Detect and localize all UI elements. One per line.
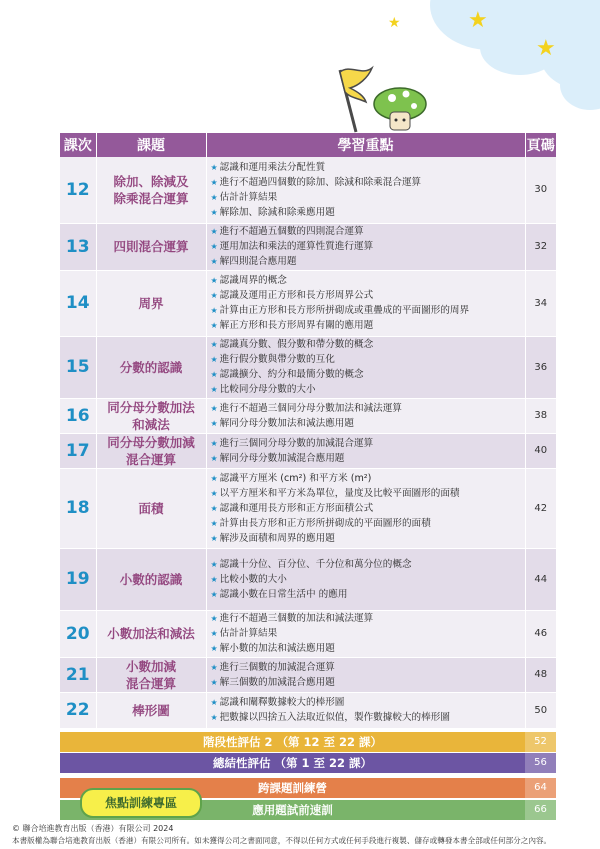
learning-point xyxy=(211,611,525,626)
lesson-title-line: 分數的認識 xyxy=(119,359,183,375)
lesson-title-line: 棒形圖 xyxy=(132,702,170,718)
learning-point xyxy=(211,587,525,602)
star-bullet-icon: ★ xyxy=(210,614,218,623)
lesson-title xyxy=(96,270,206,336)
page-number: 44 xyxy=(525,548,556,610)
star-bullet-icon: ★ xyxy=(210,192,218,202)
learning-points xyxy=(206,223,525,270)
table-row xyxy=(60,692,556,728)
learning-point xyxy=(211,367,525,382)
learning-point-text: 解小數的加法和減法應用題 xyxy=(219,643,335,654)
lesson-number: 22 xyxy=(60,692,96,728)
star-bullet-icon: ★ xyxy=(210,488,218,498)
section-page: 52 xyxy=(525,732,556,752)
lesson-title-line: 和減法 xyxy=(132,416,170,432)
table-header xyxy=(60,133,556,157)
learning-point xyxy=(211,486,525,501)
learning-point-text: 計算由長方形和正方形所拼砌成的平面圖形的面積 xyxy=(219,517,431,529)
star-bullet-icon: ★ xyxy=(210,713,218,722)
learning-point xyxy=(211,288,525,303)
section-bar xyxy=(60,753,556,774)
learning-point-text: 把數據以四捨五入法取近似值，製作數據較大的棒形圖 xyxy=(219,712,450,723)
star-bullet-icon: ★ xyxy=(210,518,218,528)
learning-points xyxy=(206,468,525,548)
page-number: 38 xyxy=(525,398,556,433)
learning-point xyxy=(211,224,525,239)
lesson-number: 21 xyxy=(60,657,96,692)
page-number: 34 xyxy=(525,270,556,336)
learning-point xyxy=(211,531,525,546)
star-bullet-icon: ★ xyxy=(210,340,218,349)
learning-point xyxy=(211,416,525,431)
star-bullet-icon: ★ xyxy=(210,629,218,638)
section-page: 66 xyxy=(525,800,556,820)
learning-point xyxy=(211,337,525,352)
lesson-title xyxy=(96,692,206,728)
learning-point-text: 認識周界的概念 xyxy=(219,275,287,286)
lesson-title-line: 同分母分數加減 xyxy=(107,434,195,450)
learning-point xyxy=(211,572,525,587)
learning-point-text: 解涉及面積和周界的應用題 xyxy=(219,532,335,544)
header-focus: 學習重點 xyxy=(206,133,525,157)
star-bullet-icon: ★ xyxy=(210,306,218,315)
star-bullet-icon: ★ xyxy=(210,257,218,266)
lesson-number: 17 xyxy=(60,433,96,468)
learning-point xyxy=(211,626,525,641)
table-row xyxy=(60,610,556,657)
contents-table xyxy=(60,133,556,729)
learning-points xyxy=(206,692,525,728)
learning-point xyxy=(211,451,525,466)
learning-point-text: 認識擴分、約分和最簡分數的概念 xyxy=(219,369,364,380)
star-bullet-icon: ★ xyxy=(210,370,218,379)
learning-point xyxy=(211,254,525,269)
learning-point-text: 認識平方厘米 (cm²) 和平方米 (m²) xyxy=(219,472,372,484)
learning-point-text: 運用加法和乘法的運算性質進行運算 xyxy=(219,241,374,252)
lesson-number: 12 xyxy=(60,157,96,223)
lesson-title xyxy=(96,610,206,657)
lesson-title xyxy=(96,336,206,398)
lesson-number: 13 xyxy=(60,223,96,270)
star-bullet-icon: ★ xyxy=(210,177,218,187)
table-row xyxy=(60,657,556,692)
learning-point-text: 認識小數在日常生活中 的應用 xyxy=(219,588,348,600)
learning-points xyxy=(206,657,525,692)
section-label: 應用題試前速訓 xyxy=(252,803,333,817)
learning-point xyxy=(211,318,525,333)
star-bullet-icon: ★ xyxy=(210,162,218,172)
star-bullet-icon: ★ xyxy=(210,644,218,653)
star-icon: ★ xyxy=(388,15,401,31)
learning-point-text: 進行三個數的加減混合運算 xyxy=(219,661,335,673)
page-number: 36 xyxy=(525,336,556,398)
section-bar xyxy=(60,732,556,753)
learning-point-text: 進行不超過三個同分母分數加法和減法運算 xyxy=(219,402,402,414)
learning-point-text: 解四則混合應用題 xyxy=(219,256,297,267)
learning-point-text: 比較同分母分數的大小 xyxy=(219,384,316,395)
table-row xyxy=(60,336,556,398)
learning-point xyxy=(211,190,525,205)
star-bullet-icon: ★ xyxy=(210,403,218,413)
learning-point xyxy=(211,660,525,675)
learning-points xyxy=(206,433,525,468)
header-lesson: 課次 xyxy=(60,133,96,157)
star-bullet-icon: ★ xyxy=(210,589,218,599)
lesson-number: 20 xyxy=(60,610,96,657)
learning-points xyxy=(206,610,525,657)
star-bullet-icon: ★ xyxy=(210,227,218,236)
learning-point-text: 進行不超過五個數的四則混合運算 xyxy=(219,226,364,237)
star-bullet-icon: ★ xyxy=(210,355,218,364)
lesson-title-line: 同分母分數加法 xyxy=(107,399,195,415)
star-bullet-icon: ★ xyxy=(210,385,218,394)
learning-point-text: 認識和闡釋數據較大的棒形圖 xyxy=(219,697,345,708)
learning-point-text: 估計計算結果 xyxy=(219,628,278,639)
star-bullet-icon: ★ xyxy=(210,533,218,543)
page-number: 40 xyxy=(525,433,556,468)
learning-point-text: 解除加、除減和除乘應用題 xyxy=(219,206,335,218)
lesson-number: 15 xyxy=(60,336,96,398)
learning-point xyxy=(211,501,525,516)
learning-point xyxy=(211,273,525,288)
learning-point xyxy=(211,436,525,451)
section-label: 總結性評估 （第 1 至 22 課） xyxy=(212,756,373,770)
lesson-title-line: 混合運算 xyxy=(125,675,176,691)
lesson-title-line: 面積 xyxy=(138,500,164,516)
learning-points xyxy=(206,336,525,398)
learning-point-text: 認識和運用乘法分配性質 xyxy=(219,161,326,173)
lesson-title-line: 除乘混合運算 xyxy=(113,190,189,206)
learning-point-text: 解三個數的加減混合應用題 xyxy=(219,676,335,688)
star-bullet-icon: ★ xyxy=(210,473,218,483)
page-number: 46 xyxy=(525,610,556,657)
lesson-title xyxy=(96,398,206,433)
learning-point xyxy=(211,382,525,397)
table-row xyxy=(60,468,556,548)
section-label: 階段性評估 2 （第 12 至 22 課） xyxy=(202,735,383,749)
lesson-title xyxy=(96,223,206,270)
learning-point-text: 進行三個同分母分數的加減混合運算 xyxy=(219,437,374,449)
page-number: 30 xyxy=(525,157,556,223)
lesson-number: 18 xyxy=(60,468,96,548)
learning-point xyxy=(211,160,525,175)
star-icon: ★ xyxy=(536,36,556,61)
star-bullet-icon: ★ xyxy=(210,321,218,330)
learning-point xyxy=(211,239,525,254)
learning-points xyxy=(206,398,525,433)
star-bullet-icon: ★ xyxy=(210,438,218,448)
lesson-title xyxy=(96,657,206,692)
learning-point xyxy=(211,710,525,725)
lesson-title-line: 周界 xyxy=(138,295,164,311)
learning-point xyxy=(211,205,525,220)
learning-point-text: 解正方形和長方形周界有關的應用題 xyxy=(219,320,374,331)
star-bullet-icon: ★ xyxy=(210,207,218,217)
table-row xyxy=(60,270,556,336)
lesson-number: 16 xyxy=(60,398,96,433)
lesson-title-line: 四則混合運算 xyxy=(113,239,189,254)
learning-point-text: 比較小數的大小 xyxy=(219,573,287,585)
learning-point xyxy=(211,471,525,486)
learning-point xyxy=(211,303,525,318)
learning-points xyxy=(206,270,525,336)
lesson-title xyxy=(96,548,206,610)
lesson-title-line: 除加、除減及 xyxy=(113,173,189,189)
learning-point xyxy=(211,516,525,531)
star-bullet-icon: ★ xyxy=(210,503,218,513)
page-number: 32 xyxy=(525,223,556,270)
learning-point-text: 進行不超過四個數的除加、除減和除乘混合運算 xyxy=(219,176,422,188)
lesson-title xyxy=(96,157,206,223)
star-bullet-icon: ★ xyxy=(210,662,218,672)
learning-point xyxy=(211,641,525,656)
star-bullet-icon: ★ xyxy=(210,677,218,687)
table-row xyxy=(60,548,556,610)
star-bullet-icon: ★ xyxy=(210,418,218,428)
learning-point-text: 認識和運用長方形和正方形面積公式 xyxy=(219,502,374,514)
learning-point-text: 認識真分數、假分數和帶分數的概念 xyxy=(219,339,374,350)
page-number: 42 xyxy=(525,468,556,548)
learning-point-text: 解同分母分數加減混合應用題 xyxy=(219,452,345,464)
table-row xyxy=(60,157,556,223)
learning-points xyxy=(206,548,525,610)
lesson-number: 14 xyxy=(60,270,96,336)
header-topic: 課題 xyxy=(96,133,206,157)
copyright-text: © 聯合培進教育出版（香港）有限公司 2024 xyxy=(12,824,174,833)
star-bullet-icon: ★ xyxy=(210,574,218,584)
learning-point-text: 認識十分位、百分位、千分位和萬分位的概念 xyxy=(219,558,412,570)
rights-text: 本書版權為聯合培進教育出版（香港）有限公司所有。如未獲得公司之書面同意，不得以任何方式或任何手段進行複製、儲存或轉發本書全部或任何部分之內容。 xyxy=(12,836,552,845)
star-bullet-icon: ★ xyxy=(210,453,218,463)
lesson-title-line: 小數加法和減法 xyxy=(107,626,195,641)
lesson-title-line: 混合運算 xyxy=(125,451,176,467)
header-page: 頁碼 xyxy=(525,133,556,157)
learning-point-text: 進行假分數與帶分數的互化 xyxy=(219,354,335,365)
learning-point xyxy=(211,175,525,190)
lesson-title xyxy=(96,433,206,468)
star-bullet-icon: ★ xyxy=(210,559,218,569)
lesson-number: 19 xyxy=(60,548,96,610)
table-row xyxy=(60,223,556,270)
learning-point-text: 以平方厘米和平方米為單位，量度及比較平面圖形的面積 xyxy=(219,487,460,499)
lesson-title-line: 小數的認識 xyxy=(119,571,183,587)
learning-point xyxy=(211,401,525,416)
learning-point-text: 計算由正方形和長方形所拼砌成或重疊成的平面圖形的周界 xyxy=(219,305,470,316)
learning-point-text: 認識及運用正方形和長方形周界公式 xyxy=(219,290,374,301)
page-number: 48 xyxy=(525,657,556,692)
learning-point-text: 估計計算結果 xyxy=(219,191,278,203)
star-bullet-icon: ★ xyxy=(210,276,218,285)
section-page: 56 xyxy=(525,753,556,773)
lesson-title xyxy=(96,468,206,548)
table-row xyxy=(60,398,556,433)
section-page: 64 xyxy=(525,778,556,798)
page-number: 50 xyxy=(525,692,556,728)
learning-point xyxy=(211,675,525,690)
learning-point xyxy=(211,352,525,367)
learning-point xyxy=(211,695,525,710)
learning-point xyxy=(211,557,525,572)
focus-training-badge: 焦點訓練專區 xyxy=(80,788,202,818)
learning-point-text: 解同分母分數加法和減法應用題 xyxy=(219,417,354,429)
lesson-title-line: 小數加減 xyxy=(125,658,176,674)
star-bullet-icon: ★ xyxy=(210,291,218,300)
star-bullet-icon: ★ xyxy=(210,698,218,707)
section-label: 跨課題訓練營 xyxy=(258,781,327,795)
star-icon: ★ xyxy=(468,8,488,33)
learning-points xyxy=(206,157,525,223)
table-row xyxy=(60,433,556,468)
learning-point-text: 進行不超過三個數的加法和減法運算 xyxy=(219,613,374,624)
star-bullet-icon: ★ xyxy=(210,242,218,251)
flag-mushroom-illustration xyxy=(328,62,438,134)
